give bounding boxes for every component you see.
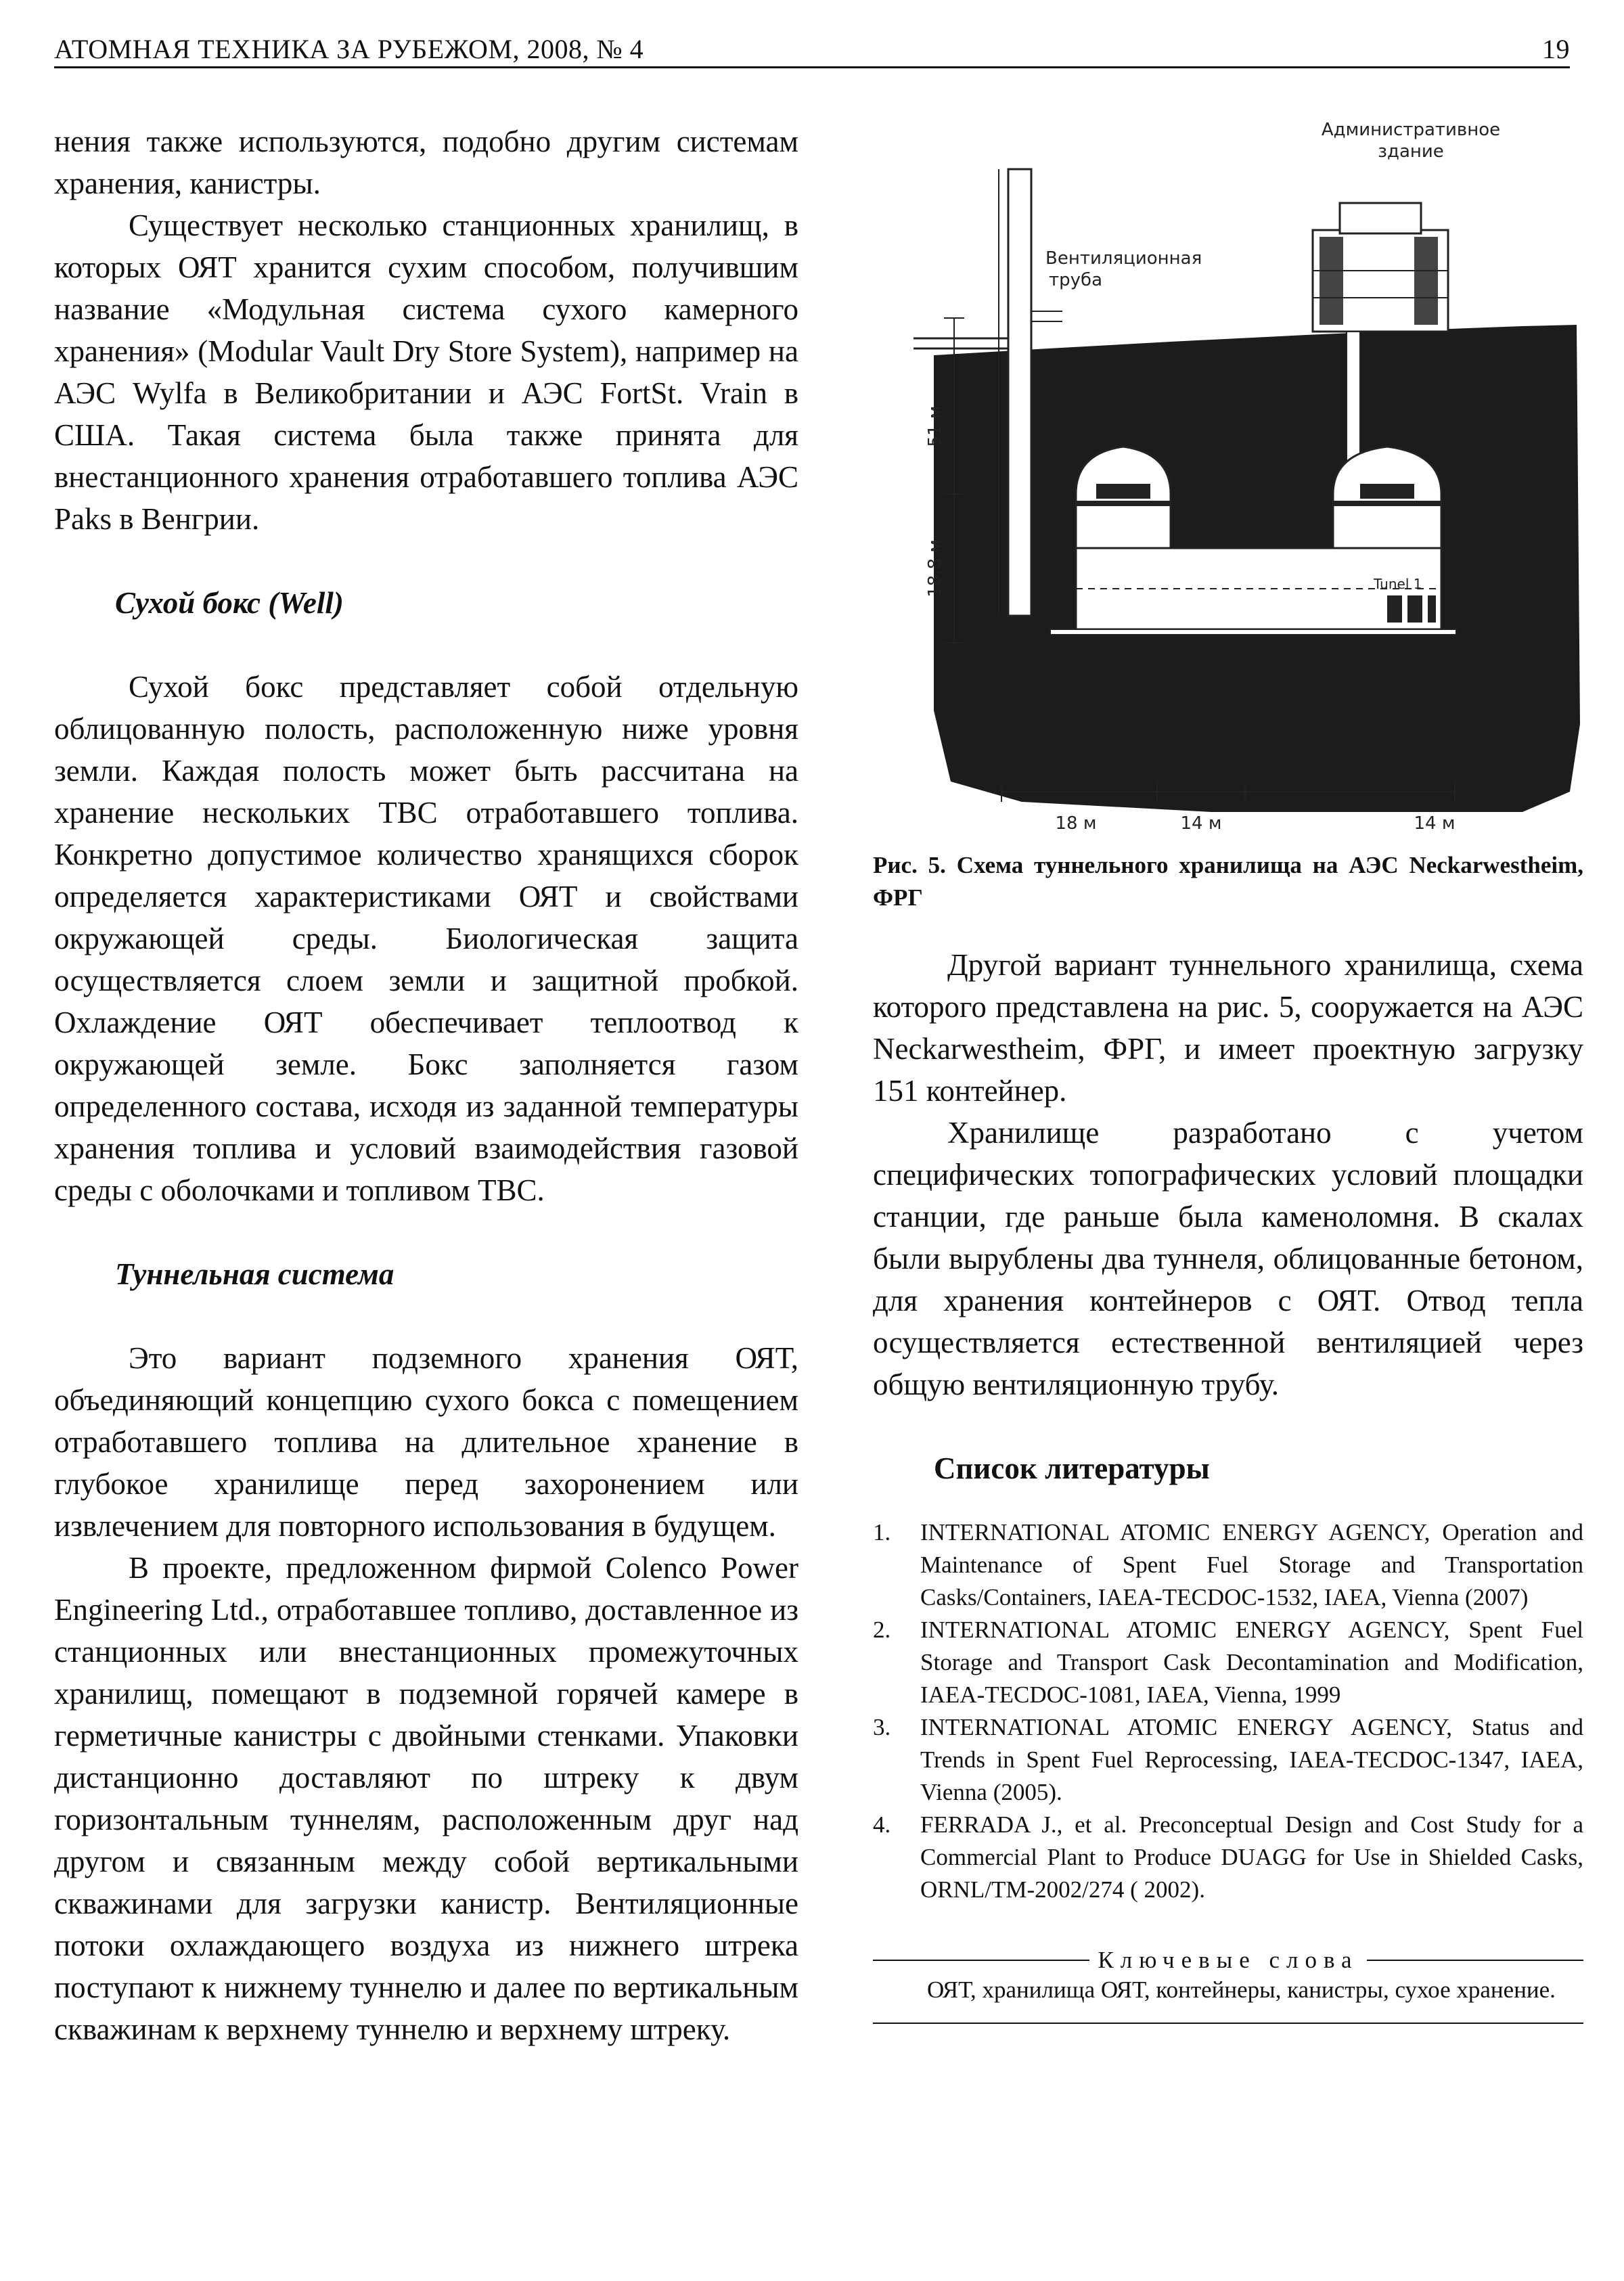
paragraph-neckarwestheim: Другой вариант туннельного хранилища, схема которого представлена на рис. 5, сооружается на АЭС Neckarwestheim, ФРГ, и имеет проектную загрузку 151 контейнер. — [873, 948, 1583, 1108]
figure-caption: Рис. 5. Схема туннельного хранилища на АЭС Neckarwestheim, ФРГ — [873, 852, 1583, 911]
label-dim-18: 18 м — [1055, 813, 1097, 834]
label-tunnel-tag: Tunel 1 — [1374, 576, 1422, 592]
journal-title: АТОМНАЯ ТЕХНИКА ЗА РУБЕЖОМ, 2008, № 4 — [54, 34, 644, 64]
section-heading-tunnel: Туннельная система — [115, 1257, 394, 1291]
keywords-title-row — [873, 1947, 1583, 1974]
keywords-title: Ключевые слова — [1098, 1947, 1359, 1973]
ref-number: 3. — [873, 1714, 891, 1740]
bibliography-item — [873, 1614, 1583, 1711]
paragraph-quarry: Хранилище разработано с учетом специфических топографических условий площадки станции, где раньше была каменоломня. В скалах были вырублены два туннеля, облицованные бетоном, для хранения контейнеров с ОЯТ. Отвод тепла осуществляется естественной вентиляцией через общую вентиляционную трубу. — [873, 1116, 1583, 1401]
paragraph-continuation: нения также используются, подобно другим системам хранения, канистры. — [54, 125, 798, 200]
keywords-bottom-rule — [873, 2023, 1583, 2024]
keywords-rule-right — [1367, 1960, 1583, 1961]
label-dim-14a: 14 м — [1180, 813, 1222, 834]
label-ventilation-stack: Вентиляционная — [1045, 248, 1202, 269]
paragraph-vault-systems: Существует несколько станционных хранилищ, в которых ОЯТ хранится сухим способом, получившим название «Модульная система сухого камерного хранения» (Modular Vault Dry Store System), например на АЭС Wylfa в Великобритании и АЭС FortSt. Vrain в США. Такая система была также принята для внестанционного хранения отработавшего топлива АЭС Paks в Венгрии. — [54, 208, 798, 536]
label-admin-building-2: здание — [1378, 141, 1444, 162]
section-heading-well: Сухой бокс (Well) — [115, 586, 344, 620]
ref-text: INTERNATIONAL ATOMIC ENERGY AGENCY, Operation and Maintenance of Spent Fuel Storage and Transportation Casks/Containers, IAEA-TECDOC-1532, IAEA, Vienna (2007) — [920, 1519, 1583, 1610]
ref-number: 4. — [873, 1811, 891, 1838]
left-column — [54, 120, 798, 2050]
ref-text: INTERNATIONAL ATOMIC ENERGY AGENCY, Status and Trends in Spent Fuel Reprocessing, IAEA-TECDOC-1347, IAEA, Vienna (2005). — [920, 1714, 1583, 1805]
paragraph-colenco: В проекте, предложенном фирмой Colenco Power Engineering Ltd., отработавшее топливо, доставленное из станционных или внестанционных промежуточных хранилищ, помещают в подземной горячей камере в герметичные канистры с двойными стенками. Упаковки дистанционно доставляют по штреку к двум горизонтальным туннелям, расположенным друг над другом и связанным между собой вертикальными скважинами для загрузки канистр. Вентиляционные потоки охлаждающего воздуха из нижнего штрека поступают к нижнему туннелю и далее по вертикальным скважинам к верхнему туннелю и верхнему штреку. — [54, 1551, 798, 2046]
bibliography-item — [873, 1809, 1583, 1906]
ref-number: 1. — [873, 1519, 891, 1545]
label-admin-building: Административное — [1321, 120, 1501, 140]
figure-tunnel-storage — [873, 115, 1583, 839]
label-ventilation-stack-2: труба — [1049, 270, 1103, 290]
ref-number: 2. — [873, 1617, 891, 1643]
bibliography-item — [873, 1711, 1583, 1809]
paragraph-well: Сухой бокс представляет собой отдельную облицованную полость, расположенную ниже уровня земли. Каждая полость может быть рассчитана на хранение нескольких ТВС отработавшего топлива. Конкретно допустимое количество хранящихся сборок определяется характеристиками ОЯТ и свойствами окружающей среды. Биологическая защита осуществляется слоем земли и защитной пробкой. Охлаждение ОЯТ обеспечивает теплоотвод к окружающей земле. Бокс заполняется газом определенного состава, исходя из заданной температуры хранения топлива и условий взаимодействия газовой среды с оболочками и топливом ТВС. — [54, 670, 798, 1207]
tunnel-storage-diagram — [873, 115, 1583, 839]
label-dim-14b: 14 м — [1414, 813, 1456, 834]
ref-text: FERRADA J., et al. Preconceptual Design and Cost Study for a Commercial Plant to Produce DUAGG for Use in Shielded Casks, ORNL/TM-2002/274 ( 2002). — [920, 1811, 1583, 1903]
ref-text: INTERNATIONAL ATOMIC ENERGY AGENCY, Spent Fuel Storage and Transport Cask Decontamination and Modification, IAEA-TECDOC-1081, IAEA, Vienna, 1999 — [920, 1617, 1583, 1708]
page-number: 19 — [1542, 34, 1570, 64]
bibliography-title: Список литературы — [934, 1451, 1210, 1485]
label-dim-18-8: 18,8 м — [925, 539, 945, 597]
running-head — [54, 24, 1570, 65]
bibliography-item — [873, 1516, 1583, 1614]
keywords-rule-left — [873, 1960, 1089, 1961]
bibliography-list — [873, 1516, 1583, 1906]
keywords-text: ОЯТ, хранилища ОЯТ, контейнеры, канистры, сухое хранение. — [927, 1977, 1556, 2003]
header-rule — [54, 66, 1570, 68]
paragraph-tunnel-concept: Это вариант подземного хранения ОЯТ, объединяющий концепцию сухого бокса с помещением отработавшего топлива на длительное хранение в глубокое хранилище перед захоронением или извлечением для повторного использования в будущем. — [54, 1341, 798, 1543]
label-dim-51: 51 м — [925, 405, 945, 447]
right-column — [873, 944, 1583, 2024]
